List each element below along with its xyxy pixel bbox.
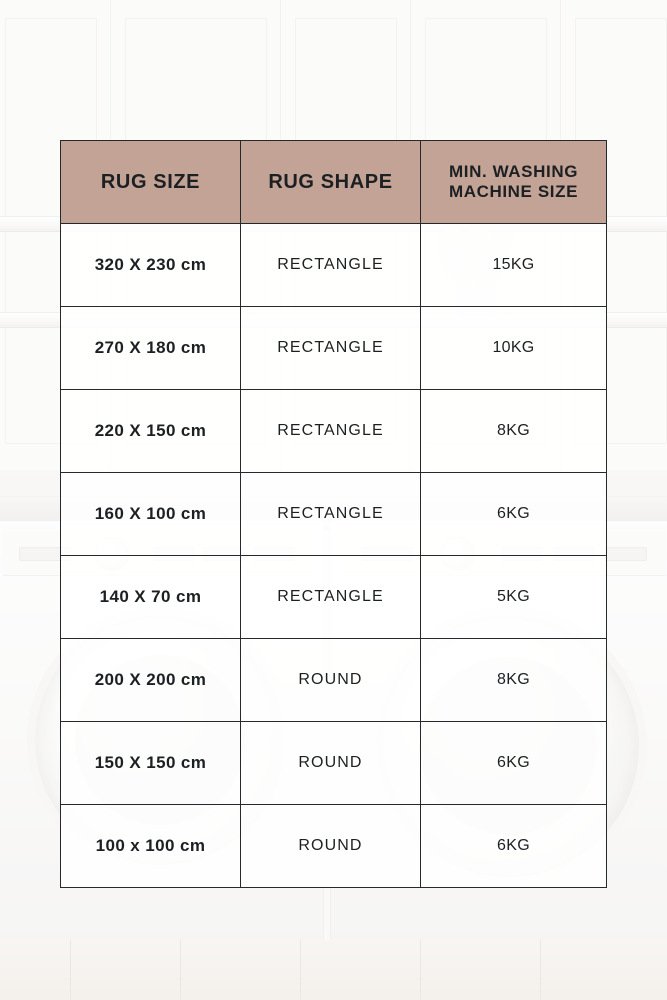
cell-machine-size: 6KG [421, 473, 607, 556]
table-body [61, 224, 607, 888]
column-header-rug-size: RUG SIZE [61, 141, 241, 224]
table-row [61, 805, 607, 888]
table-row [61, 390, 607, 473]
cell-machine-size: 10KG [421, 307, 607, 390]
cell-machine-size: 15KG [421, 224, 607, 307]
cell-rug-size: 140 X 70 cm [61, 556, 241, 639]
table-header [61, 141, 607, 224]
rug-size-table-container [60, 140, 606, 888]
table-row [61, 473, 607, 556]
table-row [61, 556, 607, 639]
cell-machine-size: 8KG [421, 390, 607, 473]
cell-rug-size: 150 X 150 cm [61, 722, 241, 805]
cell-machine-size: 6KG [421, 805, 607, 888]
cell-rug-size: 100 x 100 cm [61, 805, 241, 888]
cell-rug-shape: RECTANGLE [241, 390, 421, 473]
cell-rug-shape: RECTANGLE [241, 473, 421, 556]
column-header-rug-shape: RUG SHAPE [241, 141, 421, 224]
cell-machine-size: 5KG [421, 556, 607, 639]
cell-machine-size: 6KG [421, 722, 607, 805]
table-row [61, 224, 607, 307]
table-header-row [61, 141, 607, 224]
cell-rug-shape: RECTANGLE [241, 307, 421, 390]
cell-rug-shape: ROUND [241, 722, 421, 805]
cell-rug-shape: RECTANGLE [241, 556, 421, 639]
cell-machine-size: 8KG [421, 639, 607, 722]
table-row [61, 722, 607, 805]
cell-rug-size: 200 X 200 cm [61, 639, 241, 722]
column-header-machine-size: MIN. WASHING MACHINE SIZE [421, 141, 607, 224]
rug-size-table [60, 140, 607, 888]
table-row [61, 307, 607, 390]
cell-rug-shape: RECTANGLE [241, 224, 421, 307]
cell-rug-shape: ROUND [241, 805, 421, 888]
cell-rug-size: 320 X 230 cm [61, 224, 241, 307]
cell-rug-shape: ROUND [241, 639, 421, 722]
cell-rug-size: 160 X 100 cm [61, 473, 241, 556]
table-row [61, 639, 607, 722]
cell-rug-size: 220 X 150 cm [61, 390, 241, 473]
cell-rug-size: 270 X 180 cm [61, 307, 241, 390]
